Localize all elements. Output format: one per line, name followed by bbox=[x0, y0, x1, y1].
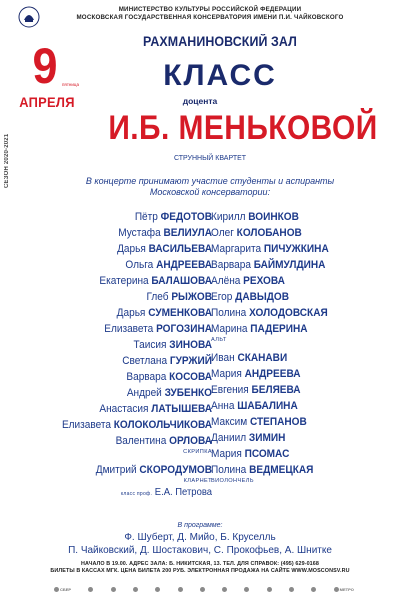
sponsor-logo bbox=[244, 587, 249, 592]
performer-row bbox=[32, 433, 212, 449]
performer-row bbox=[32, 305, 212, 321]
sponsor-logo bbox=[334, 587, 354, 592]
performer-last-name: ГУРЖИЙ bbox=[169, 355, 212, 367]
sponsor-mark-icon bbox=[311, 587, 316, 592]
performer-first-name: Елизавета bbox=[104, 323, 154, 335]
sponsor-mark-icon bbox=[289, 587, 294, 592]
performer-first-name: Дмитрий bbox=[95, 464, 137, 476]
performer-first-name: Варвара bbox=[211, 259, 251, 271]
performer-row bbox=[32, 462, 212, 478]
performer-first-name: Мария bbox=[211, 368, 242, 380]
performer-first-name: Полина bbox=[211, 307, 247, 319]
intro-line: Московской консерватории: bbox=[149, 187, 271, 197]
performer-first-name: Иван bbox=[211, 352, 235, 364]
performer-row bbox=[211, 225, 373, 241]
performer-last-name: КОЛОБАНОВ bbox=[236, 227, 302, 239]
performer-first-name: Даниил bbox=[211, 432, 247, 444]
performer-row bbox=[32, 369, 212, 385]
performer-last-name: ПСОМАС bbox=[244, 448, 290, 460]
performer-first-name: Кирилл bbox=[211, 211, 246, 223]
date-day: 9 bbox=[32, 38, 58, 94]
performer-first-name: Дарья bbox=[116, 307, 146, 319]
performer-last-name: ХОЛОДОВСКАЯ bbox=[249, 307, 328, 319]
performer-last-name: ПИЧУЖКИНА bbox=[263, 243, 329, 255]
performer-row bbox=[32, 289, 212, 305]
performer-first-name: Светлана bbox=[122, 355, 168, 367]
performer-last-name: ЗИНОВА bbox=[169, 339, 212, 351]
sponsor-logo bbox=[155, 587, 160, 592]
class-professor-label: класс проф. bbox=[120, 491, 153, 497]
performer-last-name: СТЕПАНОВ bbox=[250, 416, 307, 428]
sponsor-logo bbox=[111, 587, 116, 592]
intro-text bbox=[60, 176, 360, 198]
performer-first-name: Глеб bbox=[146, 291, 169, 303]
performer-row bbox=[211, 366, 373, 382]
ministry-line: МИНИСТЕРСТВО КУЛЬТУРЫ РОССИЙСКОЙ ФЕДЕРАЦИИ bbox=[118, 6, 302, 13]
performer-last-name: ВЕЛИУЛА bbox=[163, 227, 212, 239]
performers-right-column bbox=[211, 209, 391, 485]
performer-row bbox=[32, 257, 212, 273]
instrument-label: АЛЬТ bbox=[211, 337, 227, 343]
performer-row bbox=[32, 401, 212, 417]
date-weekday: пятница bbox=[62, 82, 80, 87]
class-professor-name: Е.А. Петрова bbox=[154, 486, 212, 498]
performer-first-name: Евгения bbox=[211, 384, 249, 396]
performer-last-name: БАЙМУЛДИНА bbox=[253, 259, 326, 271]
performer-row bbox=[32, 337, 212, 353]
performer-last-name: СУМЕНКОВА bbox=[148, 307, 212, 319]
sponsor-logo bbox=[222, 587, 227, 592]
performer-last-name: ЗУБЕНКО bbox=[164, 387, 212, 399]
performer-last-name: ФЕДОТОВ bbox=[160, 211, 212, 223]
performer-first-name: Марина bbox=[211, 323, 248, 335]
sponsor-mark-icon bbox=[222, 587, 227, 592]
instrument-label: СКРИПКА bbox=[183, 449, 212, 455]
sponsor-mark-icon bbox=[88, 587, 93, 592]
performer-last-name: БЕЛЯЕВА bbox=[251, 384, 301, 396]
program-composers-line: Ф. Шуберт, Д. Мийо, Б. Круселль bbox=[124, 532, 276, 543]
instrument-label: ВИОЛОНЧЕЛЬ bbox=[211, 478, 254, 484]
sponsor-logo bbox=[267, 587, 272, 592]
performer-last-name: ШАБАЛИНА bbox=[237, 400, 298, 412]
program-heading: В программе: bbox=[177, 522, 223, 529]
season-label: СЕЗОН 2020-2021 bbox=[4, 133, 10, 188]
performer-last-name: ОРЛОВА bbox=[169, 435, 212, 447]
performer-row bbox=[32, 273, 212, 289]
performer-last-name: ПАДЕРИНА bbox=[250, 323, 308, 335]
performer-row bbox=[32, 353, 212, 369]
performer-first-name: Мария bbox=[211, 448, 242, 460]
performer-row bbox=[211, 462, 373, 478]
performer-first-name: Мустафа bbox=[118, 227, 161, 239]
hall-name: РАХМАНИНОВСКИЙ ЗАЛ bbox=[143, 34, 297, 49]
performer-last-name: КОСОВА bbox=[169, 371, 212, 383]
metro-icon bbox=[334, 587, 339, 592]
performer-row bbox=[32, 241, 212, 257]
performers-left-column bbox=[12, 209, 212, 499]
venue-info-line: НАЧАЛО В 19.00. АДРЕС ЗАЛА: Б. НИКИТСКАЯ, 13. ТЕЛ. ДЛЯ СПРАВОК: (495) 629-0168 bbox=[81, 561, 319, 567]
sponsor-mark-icon bbox=[111, 587, 116, 592]
sponsor-logos bbox=[54, 584, 354, 594]
performer-row bbox=[32, 209, 212, 225]
sponsor-logo bbox=[54, 587, 71, 592]
sponsor-logo bbox=[133, 587, 138, 592]
performer-first-name: Максим bbox=[211, 416, 248, 428]
class-professor bbox=[32, 485, 212, 499]
performer-first-name: Алёна bbox=[211, 275, 241, 287]
performer-row bbox=[211, 257, 373, 273]
performer-last-name: РЕХОВА bbox=[243, 275, 285, 287]
performer-row bbox=[211, 321, 373, 337]
performer-last-name: БАЛАШОВА bbox=[151, 275, 212, 287]
ticket-info-line: БИЛЕТЫ В КАССАХ МГК. ЦЕНА БИЛЕТА 200 РУБ. ЭЛЕКТРОННАЯ ПРОДАЖА НА САЙТЕ WWW.MOSCONSV.RU bbox=[50, 568, 350, 574]
sponsor-logo bbox=[289, 587, 294, 592]
performer-last-name: АНДРЕЕВА bbox=[156, 259, 212, 271]
performer-last-name: ЗИМИН bbox=[248, 432, 286, 444]
date-month: АПРЕЛЯ bbox=[19, 94, 75, 110]
performer-last-name: СКОРОДУМОВ bbox=[139, 464, 212, 476]
sponsor-name: СБЕР bbox=[60, 586, 72, 592]
performer-last-name: ВАСИЛЬЕВА bbox=[148, 243, 212, 255]
sponsor-mark-icon bbox=[155, 587, 160, 592]
sponsor-mark-icon bbox=[267, 587, 272, 592]
performer-first-name: Анна bbox=[211, 400, 235, 412]
instrument-label: КЛАРНЕТ bbox=[183, 478, 212, 484]
performer-first-name: Валентина bbox=[115, 435, 167, 447]
performer-first-name: Варвара bbox=[126, 371, 167, 383]
performer-row bbox=[211, 398, 373, 414]
concert-title: КЛАСС bbox=[163, 59, 277, 92]
performer-row bbox=[211, 273, 373, 289]
conservatory-line: МОСКОВСКАЯ ГОСУДАРСТВЕННАЯ КОНСЕРВАТОРИЯ ИМЕНИ П.И. ЧАЙКОВСКОГО bbox=[76, 14, 344, 21]
performer-first-name: Полина bbox=[211, 464, 247, 476]
performer-first-name: Егор bbox=[211, 291, 233, 303]
performer-row bbox=[211, 446, 373, 462]
performer-last-name: ЛАТЫШЕВА bbox=[151, 403, 212, 415]
sponsor-logo bbox=[311, 587, 316, 592]
performer-row bbox=[32, 385, 212, 401]
performer-row bbox=[211, 305, 373, 321]
performer-last-name: КОЛОКОЛЬЧИКОВА bbox=[113, 419, 212, 431]
performer-first-name: Андрей bbox=[126, 387, 162, 399]
sponsor-logo bbox=[88, 587, 93, 592]
program-composers-line: П. Чайковский, Д. Шостакович, С. Прокофьев, А. Шнитке bbox=[68, 545, 332, 556]
sponsor-mark-icon bbox=[133, 587, 138, 592]
sponsor-mark-icon bbox=[200, 587, 205, 592]
performer-row bbox=[211, 241, 373, 257]
performer-row bbox=[32, 321, 212, 337]
performer-row bbox=[211, 289, 373, 305]
performer-last-name: РОГОЗИНА bbox=[156, 323, 212, 335]
sponsor-name: МЕТРО bbox=[339, 586, 354, 592]
performer-row bbox=[32, 225, 212, 241]
performer-row bbox=[211, 414, 373, 430]
performer-last-name: СКАНАВИ bbox=[237, 352, 288, 364]
performer-first-name: Пётр bbox=[134, 211, 158, 223]
sberbank-icon bbox=[54, 587, 59, 592]
performer-first-name: Ольга bbox=[125, 259, 154, 271]
performer-first-name: Таисия bbox=[133, 339, 167, 351]
intro-line: В концерте принимают участие студенты и аспиранты bbox=[85, 176, 335, 186]
sponsor-mark-icon bbox=[178, 587, 183, 592]
teacher-name: И.Б. МЕНЬКОВОЙ bbox=[108, 109, 378, 147]
conservatory-emblem-icon bbox=[18, 6, 40, 28]
performer-last-name: АНДРЕЕВА bbox=[244, 368, 301, 380]
sponsor-logo bbox=[178, 587, 183, 592]
performer-last-name: ДАВЫДОВ bbox=[235, 291, 290, 303]
performer-first-name: Маргарита bbox=[211, 243, 262, 255]
ensemble-subtitle: СТРУННЫЙ КВАРТЕТ bbox=[173, 155, 247, 162]
sponsor-mark-icon bbox=[244, 587, 249, 592]
performer-last-name: ВЕДМЕЦКАЯ bbox=[249, 464, 314, 476]
performer-row bbox=[211, 382, 373, 398]
performer-row bbox=[211, 350, 373, 366]
docent-label: доцента bbox=[182, 96, 218, 106]
performer-last-name: ВОИНКОВ bbox=[248, 211, 299, 223]
performer-first-name: Олег bbox=[211, 227, 234, 239]
performer-last-name: РЫЖОВ bbox=[171, 291, 212, 303]
performer-first-name: Анастасия bbox=[99, 403, 149, 415]
performer-first-name: Екатерина bbox=[99, 275, 149, 287]
performer-first-name: Дарья bbox=[117, 243, 146, 255]
performer-row bbox=[32, 417, 212, 433]
performer-first-name: Елизавета bbox=[61, 419, 111, 431]
performer-row bbox=[211, 209, 373, 225]
performer-row bbox=[211, 430, 373, 446]
sponsor-logo bbox=[200, 587, 205, 592]
